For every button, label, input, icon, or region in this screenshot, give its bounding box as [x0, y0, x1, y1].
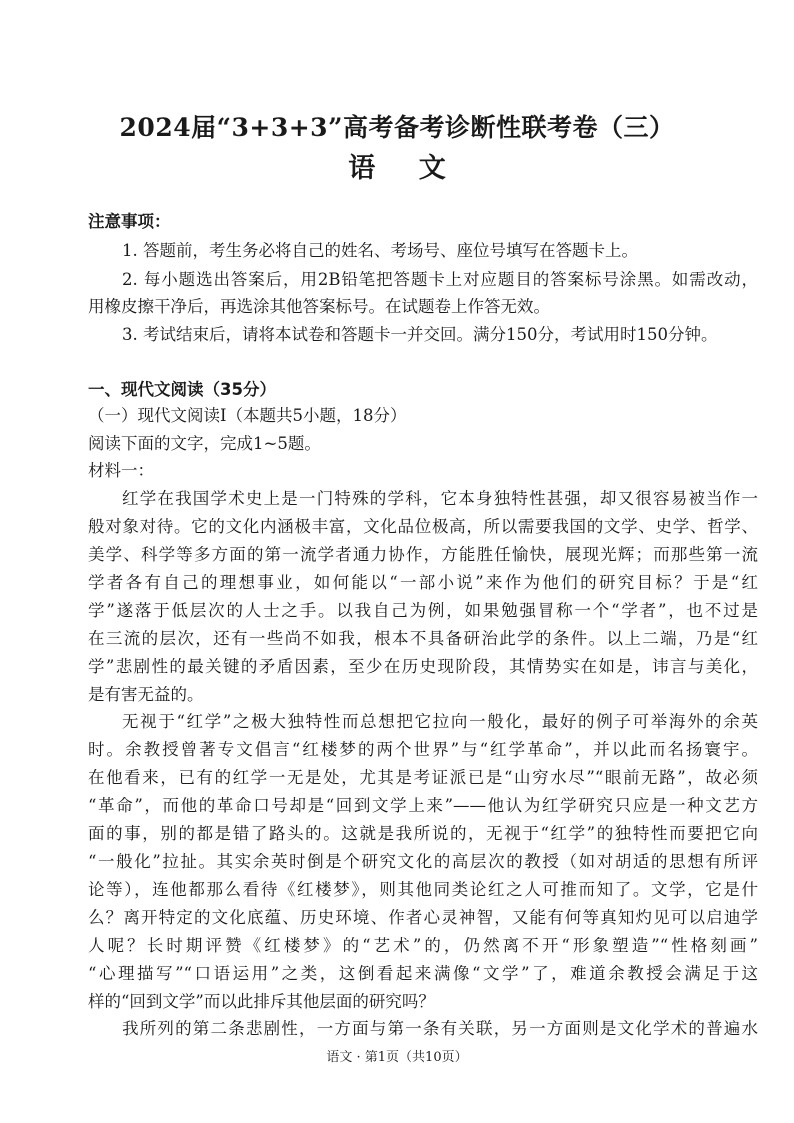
body-line: 学”悲剧性的最关键的矛盾因素，至少在历史现阶段，其情势实在如是，讳言与美化， — [88, 657, 758, 676]
body-line: “心理描写”“口语运用”之类，这倒看起来满像“文学”了，难道余教授会满足于这 — [88, 964, 758, 983]
notice-line: 3. 考试结束后，请将本试卷和答题卡一并交回。满分150分，考试用时150分钟。 — [122, 325, 718, 344]
material-label: 材料一： — [88, 461, 154, 480]
notice-line: 1. 答题前，考生务必将自己的姓名、考场号、座位号填写在答题卡上。 — [122, 241, 638, 260]
body-line: 是有害无益的。 — [88, 685, 204, 704]
body-line: 我所列的第二条悲剧性，一方面与第一条有关联，另一方面则是文化学术的普遍水 — [122, 1019, 758, 1038]
body-line: 无视于“红学”之极大独特性而总想把它拉向一般化，最好的例子可举海外的余英 — [122, 712, 758, 731]
body-line: 么？离开特定的文化底蕴、历史环境、作者心灵神智，又能有何等真知灼见可以启迪学 — [88, 908, 758, 927]
notice-heading: 注意事项： — [88, 212, 171, 231]
body-line: 人呢？长时期评赞《红楼梦》的“艺术”的，仍然离不开“形象塑造”“性格刻画” — [88, 936, 758, 955]
body-line: 红学在我国学术史上是一门特殊的学科，它本身独特性甚强，却又很容易被当作一 — [122, 489, 758, 508]
body-line: 般对象对待。它的文化内涵极丰富，文化品位极高，所以需要我国的文学、史学、哲学、 — [88, 517, 758, 536]
body-line: 时。余教授曾著专文倡言“红楼梦的两个世界”与“红学革命”，并以此而名扬寰宇。 — [88, 740, 758, 759]
body-line: 在三流的层次，还有一些尚不如我，根本不具备研治此学的条件。以上二端，乃是“红 — [88, 629, 758, 648]
body-line: 面的事，别的都是错了路头的。这就是我所说的，无视于“红学”的独特性而要把它向 — [88, 824, 758, 843]
body-line: “革命”，而他的革命口号却是“回到文学上来”——他认为红学研究只应是一种文艺方 — [88, 796, 758, 815]
body-line: 学”遂落于低层次的人士之手。以我自己为例，如果勉强冒称一个“学者”，也不过是 — [88, 601, 758, 620]
body-line: 在他看来，已有的红学一无是处，尤其是考证派已是“山穷水尽”“眼前无路”，故必须 — [88, 768, 758, 787]
section-heading: 一、现代文阅读（35分） — [88, 380, 276, 399]
subject-title: 语 文 — [348, 153, 446, 184]
notice-line: 用橡皮擦干净后，再选涂其他答案标号。在试题卷上作答无效。 — [88, 297, 550, 316]
sub-section-heading: （一）现代文阅读Ⅰ（本题共5小题，18分） — [88, 406, 407, 425]
notice-line: 2. 每小题选出答案后，用2B铅笔把答题卡上对应题目的答案标号涂黑。如需改动， — [122, 270, 758, 289]
body-line: 论等），连他都那么看待《红楼梦》，则其他同类论红之人可推而知了。文学，它是什 — [88, 880, 758, 899]
body-line: “一般化”拉扯。其实余英时倒是个研究文化的高层次的教授（如对胡适的思想有所评 — [88, 852, 758, 871]
reading-instruction: 阅读下面的文字，完成1~5题。 — [88, 434, 321, 453]
body-line: 学者各有自己的理想事业，如何能以“一部小说”来作为他们的研究目标？于是“红 — [88, 573, 758, 592]
body-line: 美学、科学等多方面的第一流学者通力协作，方能胜任愉快，展现光辉；而那些第一流 — [88, 545, 758, 564]
body-line: 样的“回到文学”而以此排斥其他层面的研究吗？ — [88, 992, 435, 1011]
page-footer: 语文 · 第1页（共10页） — [326, 1050, 468, 1065]
page-title: 2024届“3+3+3”高考备考诊断性联考卷（三） — [119, 113, 675, 142]
